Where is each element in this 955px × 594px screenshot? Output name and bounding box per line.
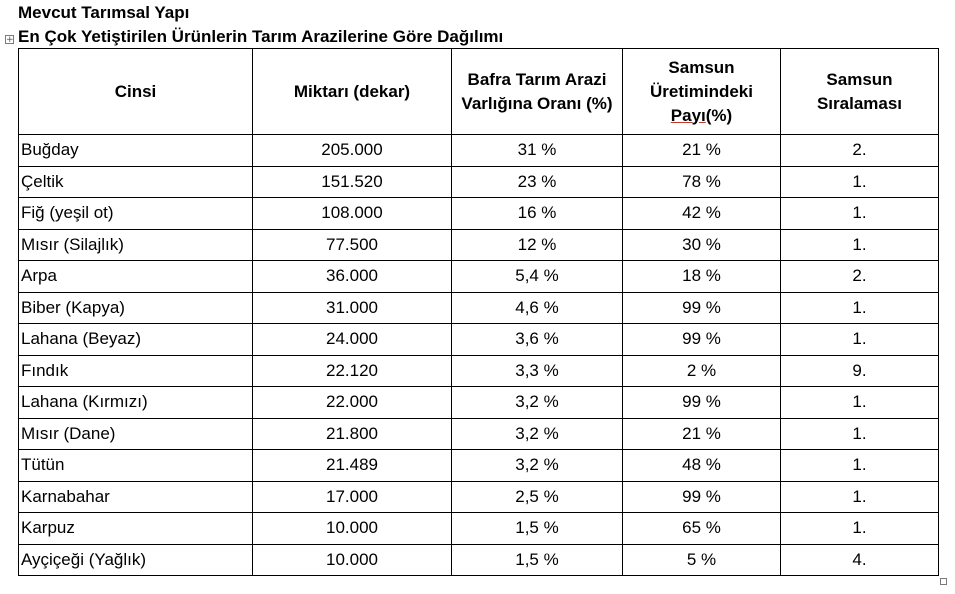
header-pay-line1: Samsun bbox=[668, 57, 735, 77]
cell-sira[interactable]: 9. bbox=[781, 355, 939, 387]
cell-oran[interactable]: 2,5 % bbox=[452, 481, 623, 513]
cell-pay[interactable]: 99 % bbox=[623, 324, 781, 356]
cell-pay[interactable]: 48 % bbox=[623, 450, 781, 482]
cell-miktar[interactable]: 205.000 bbox=[253, 135, 452, 167]
table-header-row bbox=[19, 49, 939, 135]
table-caption: En Çok Yetiştirilen Ürünlerin Tarım Arazilerine Göre Dağılımı bbox=[18, 27, 504, 46]
cell-miktar[interactable]: 24.000 bbox=[253, 324, 452, 356]
cell-sira[interactable]: 4. bbox=[781, 544, 939, 576]
table-row bbox=[19, 355, 939, 387]
header-cinsi[interactable] bbox=[19, 49, 253, 135]
cell-oran[interactable]: 1,5 % bbox=[452, 544, 623, 576]
cell-pay[interactable]: 21 % bbox=[623, 418, 781, 450]
cell-miktar[interactable]: 108.000 bbox=[253, 198, 452, 230]
header-oran[interactable] bbox=[452, 49, 623, 135]
header-sira-line1: Samsun bbox=[826, 69, 893, 89]
cell-oran[interactable]: 3,6 % bbox=[452, 324, 623, 356]
table-row bbox=[19, 481, 939, 513]
header-pay[interactable] bbox=[623, 49, 781, 135]
cell-oran[interactable]: 3,3 % bbox=[452, 355, 623, 387]
cell-oran[interactable]: 3,2 % bbox=[452, 450, 623, 482]
cell-sira[interactable]: 1. bbox=[781, 481, 939, 513]
table-move-handle-icon[interactable] bbox=[5, 35, 14, 44]
cell-cinsi[interactable]: Fiğ (yeşil ot) bbox=[19, 198, 253, 230]
header-oran-line1: Bafra Tarım Arazi bbox=[467, 69, 607, 89]
cell-miktar[interactable]: 151.520 bbox=[253, 166, 452, 198]
cell-sira[interactable]: 1. bbox=[781, 418, 939, 450]
header-sira[interactable] bbox=[781, 49, 939, 135]
table-row bbox=[19, 324, 939, 356]
table-row bbox=[19, 229, 939, 261]
cell-cinsi[interactable]: Lahana (Beyaz) bbox=[19, 324, 253, 356]
table-row bbox=[19, 261, 939, 293]
cell-sira[interactable]: 1. bbox=[781, 513, 939, 545]
cell-sira[interactable]: 1. bbox=[781, 229, 939, 261]
table-row bbox=[19, 418, 939, 450]
table-row bbox=[19, 450, 939, 482]
header-miktar-label: Miktarı (dekar) bbox=[293, 81, 411, 101]
cell-pay[interactable]: 18 % bbox=[623, 261, 781, 293]
cell-miktar[interactable]: 21.800 bbox=[253, 418, 452, 450]
cell-sira[interactable]: 2. bbox=[781, 135, 939, 167]
cell-oran[interactable]: 16 % bbox=[452, 198, 623, 230]
cell-miktar[interactable]: 21.489 bbox=[253, 450, 452, 482]
cell-pay[interactable]: 5 % bbox=[623, 544, 781, 576]
cell-cinsi[interactable]: Mısır (Dane) bbox=[19, 418, 253, 450]
table-row bbox=[19, 135, 939, 167]
cell-cinsi[interactable]: Karpuz bbox=[19, 513, 253, 545]
table-row bbox=[19, 292, 939, 324]
cell-miktar[interactable]: 10.000 bbox=[253, 513, 452, 545]
cell-pay[interactable]: 42 % bbox=[623, 198, 781, 230]
cell-cinsi[interactable]: Karnabahar bbox=[19, 481, 253, 513]
table-row bbox=[19, 513, 939, 545]
cell-miktar[interactable]: 36.000 bbox=[253, 261, 452, 293]
cell-cinsi[interactable]: Mısır (Silajlık) bbox=[19, 229, 253, 261]
cell-cinsi[interactable]: Fındık bbox=[19, 355, 253, 387]
cell-sira[interactable]: 2. bbox=[781, 261, 939, 293]
cell-oran[interactable]: 3,2 % bbox=[452, 418, 623, 450]
cell-pay[interactable]: 30 % bbox=[623, 229, 781, 261]
cell-sira[interactable]: 1. bbox=[781, 166, 939, 198]
header-oran-line2: Varlığına Oranı (%) bbox=[461, 93, 613, 113]
cell-cinsi[interactable]: Çeltik bbox=[19, 166, 253, 198]
cell-pay[interactable]: 65 % bbox=[623, 513, 781, 545]
cell-miktar[interactable]: 17.000 bbox=[253, 481, 452, 513]
table-row bbox=[19, 544, 939, 576]
header-pay-line2: Üretimindeki bbox=[650, 81, 753, 101]
cell-pay[interactable]: 78 % bbox=[623, 166, 781, 198]
cell-sira[interactable]: 1. bbox=[781, 387, 939, 419]
cell-sira[interactable]: 1. bbox=[781, 450, 939, 482]
cell-oran[interactable]: 4,6 % bbox=[452, 292, 623, 324]
cell-sira[interactable]: 1. bbox=[781, 198, 939, 230]
cell-miktar[interactable]: 31.000 bbox=[253, 292, 452, 324]
cell-oran[interactable]: 5,4 % bbox=[452, 261, 623, 293]
crop-distribution-table bbox=[18, 48, 939, 576]
header-pay-line3b: (%) bbox=[705, 105, 733, 125]
cell-pay[interactable]: 21 % bbox=[623, 135, 781, 167]
header-miktar[interactable] bbox=[253, 49, 452, 135]
cell-pay[interactable]: 99 % bbox=[623, 387, 781, 419]
cell-cinsi[interactable]: Biber (Kapya) bbox=[19, 292, 253, 324]
table-row bbox=[19, 166, 939, 198]
header-pay-line3a: Payı bbox=[670, 105, 706, 125]
cell-oran[interactable]: 1,5 % bbox=[452, 513, 623, 545]
header-sira-line2: Sıralaması bbox=[816, 93, 903, 113]
table-row bbox=[19, 198, 939, 230]
cell-sira[interactable]: 1. bbox=[781, 324, 939, 356]
cell-cinsi[interactable]: Ayçiçeği (Yağlık) bbox=[19, 544, 253, 576]
cell-miktar[interactable]: 10.000 bbox=[253, 544, 452, 576]
cell-oran[interactable]: 31 % bbox=[452, 135, 623, 167]
cell-miktar[interactable]: 22.120 bbox=[253, 355, 452, 387]
cell-oran[interactable]: 12 % bbox=[452, 229, 623, 261]
cell-oran[interactable]: 3,2 % bbox=[452, 387, 623, 419]
cell-oran[interactable]: 23 % bbox=[452, 166, 623, 198]
cell-pay[interactable]: 99 % bbox=[623, 292, 781, 324]
document-title: Mevcut Tarımsal Yapı bbox=[18, 3, 190, 22]
cell-cinsi[interactable]: Buğday bbox=[19, 135, 253, 167]
cell-pay[interactable]: 99 % bbox=[623, 481, 781, 513]
cell-miktar[interactable]: 77.500 bbox=[253, 229, 452, 261]
cell-miktar[interactable]: 22.000 bbox=[253, 387, 452, 419]
cell-pay[interactable]: 2 % bbox=[623, 355, 781, 387]
cell-sira[interactable]: 1. bbox=[781, 292, 939, 324]
table-resize-handle-icon[interactable] bbox=[940, 578, 947, 585]
cell-cinsi[interactable]: Lahana (Kırmızı) bbox=[19, 387, 253, 419]
table-row bbox=[19, 387, 939, 419]
cell-cinsi[interactable]: Arpa bbox=[19, 261, 253, 293]
cell-cinsi[interactable]: Tütün bbox=[19, 450, 253, 482]
header-cinsi-label: Cinsi bbox=[114, 81, 157, 101]
